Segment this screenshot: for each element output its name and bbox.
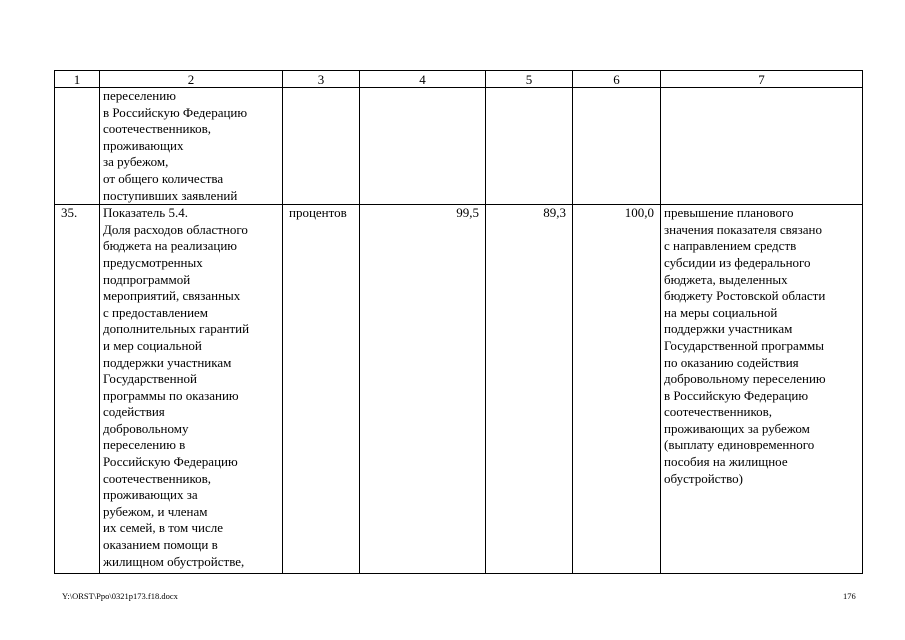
- text-line: оказанием помощи в: [103, 537, 218, 553]
- cell-note-empty: [661, 88, 863, 205]
- text-line: поддержки участникам: [664, 321, 793, 337]
- text-line: бюджета, выделенных: [664, 271, 788, 287]
- header-cell-6: 6: [573, 71, 661, 88]
- cell-col6-empty: [573, 88, 661, 205]
- text-line: превышение планового: [664, 205, 794, 221]
- text-line: проживающих за рубежом: [664, 420, 810, 436]
- header-cell-2: 2: [100, 71, 283, 88]
- text-line: (выплату единовременного: [664, 437, 815, 453]
- cell-col6-value: 100,0: [573, 205, 661, 574]
- cell-note: [661, 205, 863, 574]
- text-line: подпрограммой: [103, 271, 191, 287]
- text-line: соотечественников,: [664, 404, 773, 420]
- text-line: Государственной программы: [664, 337, 825, 353]
- text-line: Российскую Федерацию: [103, 454, 238, 470]
- header-cell-1: 1: [55, 71, 100, 88]
- cell-unit: процентов: [283, 205, 360, 574]
- report-table: [54, 70, 863, 574]
- header-cell-3: 3: [283, 71, 360, 88]
- text-line: по оказанию содействия: [664, 354, 799, 370]
- cell-row-number: 35.: [55, 205, 100, 574]
- table-row-continuation: [55, 88, 863, 205]
- text-line: бюджета на реализацию: [103, 238, 237, 254]
- header-row: [55, 71, 863, 88]
- text-line: Показатель 5.4.: [103, 205, 188, 221]
- text-line: соотечественников,: [103, 470, 212, 486]
- text-line: пособия на жилищное: [664, 454, 788, 470]
- header-cell-4: 4: [360, 71, 486, 88]
- text-line: проживающих: [103, 137, 184, 153]
- text-line: Доля расходов областного: [103, 221, 248, 237]
- text-line: переселению: [103, 88, 176, 103]
- text-line: программы по оказанию: [103, 387, 239, 403]
- text-line: на меры социальной: [664, 304, 778, 320]
- footer-page-number: 176: [843, 591, 856, 601]
- text-line: в Российскую Федерацию: [664, 387, 809, 403]
- footer-file-path: Y:\ORST\Ppo\0321p173.f18.docx: [62, 591, 178, 601]
- text-line: в Российскую Федерацию: [103, 104, 248, 120]
- cell-indicator-continuation: [100, 88, 283, 205]
- text-line: содействия: [103, 404, 165, 420]
- text-line: дополнительных гарантий: [103, 321, 250, 337]
- cell-number-empty: [55, 88, 100, 205]
- cell-col4-value: 99,5: [360, 205, 486, 574]
- text-line: субсидии из федерального: [664, 254, 811, 270]
- text-line: от общего количества: [103, 170, 224, 186]
- text-line: поддержки участникам: [103, 354, 232, 370]
- text-line: добровольному: [103, 420, 189, 436]
- text-line: переселению в: [103, 437, 186, 453]
- text-line: и мер социальной: [103, 337, 202, 353]
- text-line: с направлением средств: [664, 238, 797, 254]
- header-cell-7: 7: [661, 71, 863, 88]
- text-line: рубежом, и членам: [103, 503, 208, 519]
- cell-col5-value: 89,3: [486, 205, 573, 574]
- text-line: добровольному переселению: [664, 371, 826, 387]
- text-line: их семей, в том числе: [103, 520, 224, 536]
- text-line: проживающих за: [103, 487, 198, 503]
- cell-unit-empty: [283, 88, 360, 205]
- text-line: за рубежом,: [103, 154, 169, 170]
- header-cell-5: 5: [486, 71, 573, 88]
- text-line: бюджету Ростовской области: [664, 288, 826, 304]
- table-row-35: [55, 205, 863, 574]
- text-line: значения показателя связано: [664, 221, 822, 237]
- text-line: с предоставлением: [103, 304, 209, 320]
- text-line: Государственной: [103, 371, 198, 387]
- cell-indicator: [100, 205, 283, 574]
- text-line: предусмотренных: [103, 254, 203, 270]
- text-line: соотечественников,: [103, 121, 212, 137]
- text-line: мероприятий, связанных: [103, 288, 241, 304]
- cell-col4-empty: [360, 88, 486, 205]
- text-line: жилищном обустройстве,: [103, 553, 245, 569]
- cell-col5-empty: [486, 88, 573, 205]
- text-line: обустройство): [664, 470, 744, 486]
- text-line: поступивших заявлений: [103, 187, 238, 203]
